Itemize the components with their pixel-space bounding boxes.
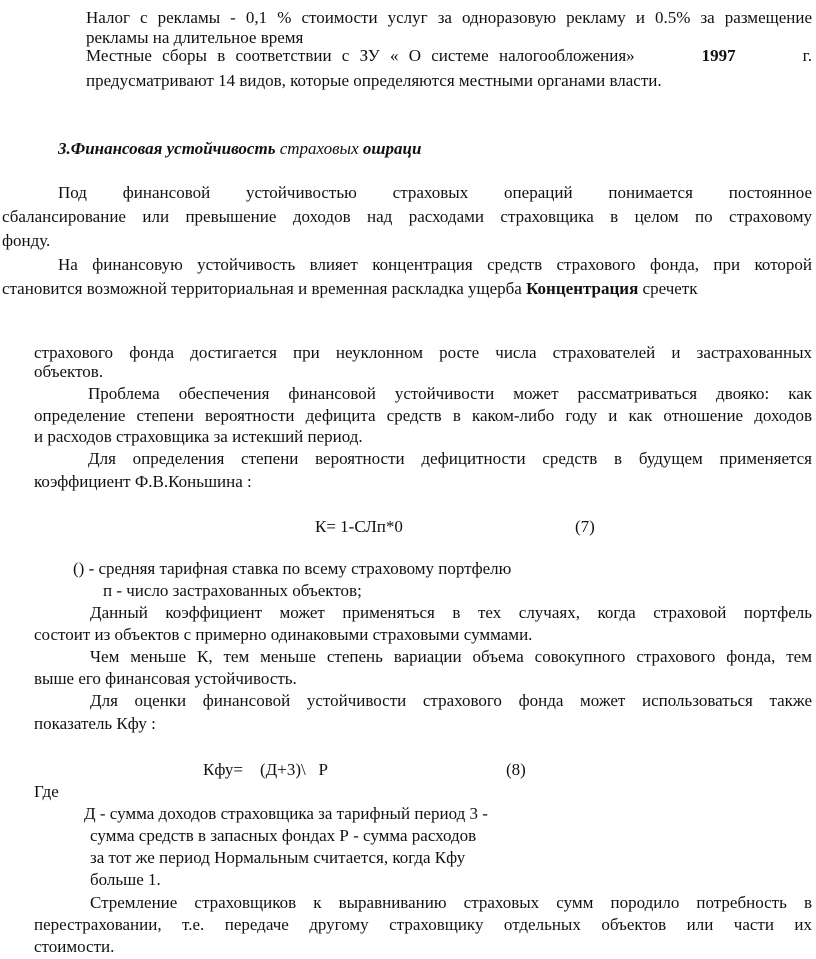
section-heading	[58, 139, 421, 159]
tax-advert-line-2: рекламы на длительное время	[86, 28, 304, 47]
formula-8-number: (8)	[506, 760, 526, 779]
heading-bold-2: ошраци	[362, 139, 422, 158]
p2-line-2-tail: сречетк	[638, 279, 698, 298]
p4-line-1: Проблема обеспечения финансовой устойчивости может рассматриваться двояко: как	[88, 384, 812, 403]
p10-line-2: перестраховании, т.е. передаче другому страховщику отдельных объектов или части их	[34, 915, 812, 934]
p6-line-1: Данный коэффициент может применяться в тех случаях, когда страховой портфель	[90, 603, 812, 622]
p9-line-4: больше 1.	[90, 870, 161, 889]
p7-line-2: выше его финансовая устойчивость.	[34, 669, 297, 688]
formula-8-expression: Кфу= (Д+3)\ Р	[203, 760, 328, 779]
local-fees-line-2: предусматривают 14 видов, которые определяются местными органами власти.	[86, 71, 662, 90]
p1-line-2: сбалансирование или превышение доходов над расходами страховщика в целом по страховому	[2, 207, 812, 226]
p10-line-1: Стремление страховщиков к выравниванию страховых сумм породило потребность в	[90, 893, 812, 912]
p9-line-2: сумма средств в запасных фондах Р - сумма расходов	[90, 826, 477, 845]
definition-object-count: п - число застрахованных объектов;	[103, 581, 362, 600]
p8-line-2: показатель Кфу :	[34, 714, 156, 733]
definition-average-rate: () - средняя тарифная ставка по всему страховому портфелю	[73, 559, 512, 578]
p10-line-3: стоимости.	[34, 937, 115, 956]
local-fees-abbr: г.	[802, 46, 812, 65]
p7-line-1: Чем меньше К, тем меньше степень вариации объема совокупного страхового фонда, тем	[90, 647, 812, 666]
heading-italic: страховых	[275, 139, 363, 158]
p1-line-3: фонду.	[2, 231, 51, 250]
p1-line-1: Под финансовой устойчивостью страховых операций понимается постоянное	[58, 183, 812, 202]
p9-line-3: за тот же период Нормальным считается, когда Кфу	[90, 848, 466, 867]
p2-line-1: На финансовую устойчивость влияет концентрация средств страхового фонда, при которой	[58, 255, 812, 274]
p6-line-2: состоит из объектов с примерно одинаковыми страховыми суммами.	[34, 625, 533, 644]
where-label: Где	[34, 782, 59, 801]
p3-line-2: объектов.	[34, 362, 104, 381]
local-fees-year: 1997	[701, 46, 736, 65]
p4-line-2: определение степени вероятности дефицита средств в каком-либо году и как отношение доходов	[34, 406, 812, 425]
local-fees-text: Местные сборы в соответствии с ЗУ « О системе налогообложения»	[86, 46, 635, 65]
p2-concentration-bold: Концентрация	[526, 279, 639, 298]
p2-line-2	[2, 279, 698, 299]
formula-7-expression: К= 1-СЛп*0	[315, 517, 403, 536]
p9-line-1: Д - сумма доходов страховщика за тарифный период 3 -	[84, 804, 488, 823]
formula-7-number: (7)	[575, 517, 595, 536]
heading-number: 3.	[58, 139, 71, 158]
p5-line-1: Для определения степени вероятности дефицитности средств в будущем применяется	[88, 449, 812, 468]
local-fees-line-1	[86, 46, 812, 66]
tax-advert-line-1: Налог с рекламы - 0,1 % стоимости услуг за одноразовую рекламу и 0.5% за размещение	[86, 8, 812, 27]
p5-line-2: коэффициент Ф.В.Коньшина :	[34, 472, 252, 491]
p3-line-1: страхового фонда достигается при неуклонном росте числа страхователей и застрахованных	[34, 343, 812, 362]
heading-bold-1: Финансовая устойчивость	[70, 139, 276, 158]
p4-line-3: и расходов страховщика за истекший период.	[34, 427, 363, 446]
p8-line-1: Для оценки финансовой устойчивости страхового фонда может использоваться также	[90, 691, 812, 710]
p2-line-2-text: становится возможной территориальная и временная раскладка ущерба	[2, 279, 527, 298]
